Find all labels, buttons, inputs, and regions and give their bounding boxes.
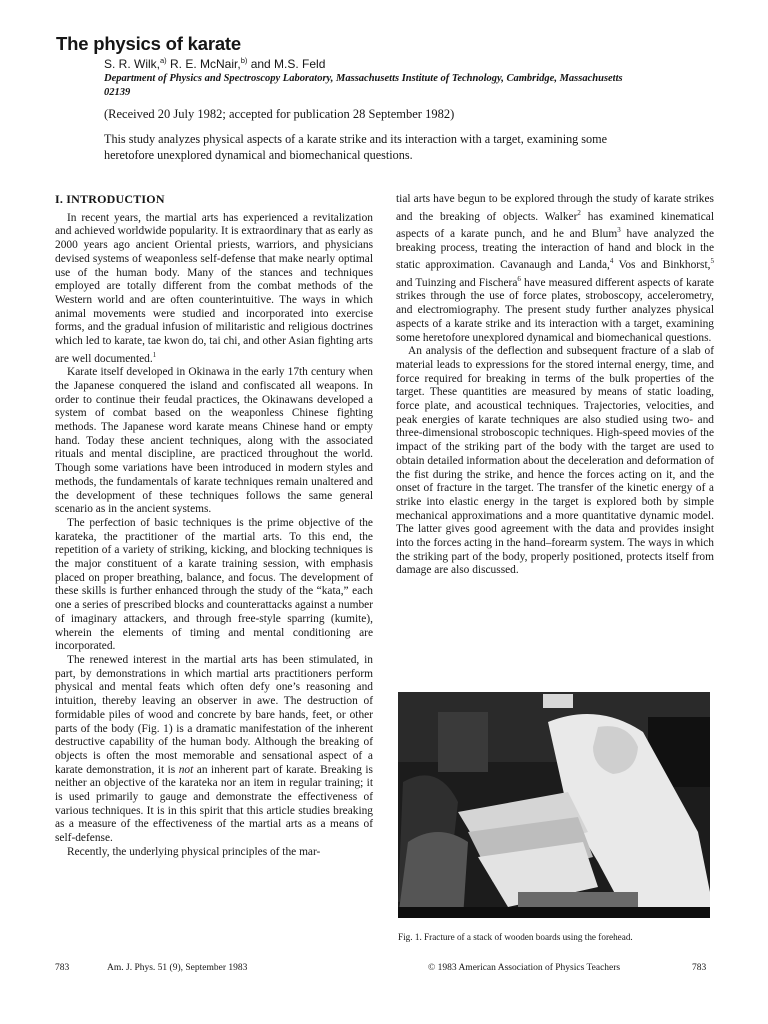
page-number-right: 783 <box>692 963 707 973</box>
intro-paragraph-5-continued: tial arts have begun to be explored through the study of karate strikes and the breaking of objects. Walker$^2$ has examined kinematical aspects of a karate punch, and he and Blum$^3$ have analyzed the breaking process, treating the interaction of hand and block in the static approximation. Cavanaugh and Landa,$^4$ Vos and Binkhorst,$^5$ and Tuinzing and Fischera$^6$ have measured different aspects of karate strikes through the use of force plates, stroboscopy, accelerometry, and electromiography. The present study further analyzes physical aspects of a karate strike and its interaction with a target, examining some heretofore unexplored dynamical and biomechanical questions. <box>396 193 715 344</box>
article-title: The physics of karate <box>56 33 241 54</box>
intro-paragraph-4: The renewed interest in the martial arts has been stimulated, in part, by demonstrations in which martial arts practitioners perform physical and mental feats which often defy one’s reasoning and intuition, thereby leaving an observer in awe. The destruction of formidable piles of wood and concrete by bare hands, feet, or other parts of the body (Fig. 1) is a dramatic manifestation of the inherent destructive capability of the human body. Although the breaking of objects is often the most memorable and sensational aspect of a karate demonstration, it is not an inherent part of karate. Breaking is neither an objective of the karateka nor an item in regular training; it is used primarily to gauge and demonstrate the effectiveness of various techniques. It is in this spirit that this article studies breaking as a measure of the effectiveness of the martial arts as a means of self-defense. <box>55 654 373 845</box>
copyright-notice: © 1983 American Association of Physics Teachers <box>428 963 621 973</box>
photo-illustration <box>398 692 710 918</box>
intro-paragraph-2: Karate itself developed in Okinawa in the early 17th century when the Japanese conquered the island and confiscated all weapons. In order to continue their feudal practices, the Okinawans developed a system of combat based on the weaponless Chinese fighting methods. The Japanese word karate means Chinese hand or empty hand. Today these ancient techniques, along with the associated rituals and mental discipline, are practiced throughout the world. Though some variations have been introduced in modern styles and methods, the fundamentals of karate techniques remain unaltered and the development of these techniques follows the same general scenario as in the ancient systems. <box>55 366 373 516</box>
author-feld: and M.S. Feld <box>247 57 326 71</box>
citation-ref: 4 <box>609 257 614 266</box>
emphasis-not: not <box>178 763 194 776</box>
section-heading: I. INTRODUCTION <box>55 192 165 206</box>
intro-paragraph-5: Recently, the underlying physical principles of the mar- <box>67 845 321 858</box>
affiliation-mark-b: b) <box>240 56 248 65</box>
left-column <box>55 193 373 860</box>
received-dates: (Received 20 July 1982; accepted for publication 28 September 1982) <box>104 107 455 121</box>
abstract: This study analyzes physical aspects of a karate strike and its interaction with a target, examining some heretofore unexplored dynamical and biomechanical questions. <box>104 132 608 162</box>
author-mcnair: R. E. McNair, <box>166 57 241 71</box>
figure-photo-board-breaking <box>398 692 710 918</box>
right-column <box>396 193 714 578</box>
intro-paragraph-1: In recent years, the martial arts has experienced a revitalization and achieved worldwide popularity. It is extraordinary that as early as 2000 years ago ancient Oriental priests, warriors, and physicians devised systems of weaponless self-defense that make nearly optimal use of the human body. Many of the stances and techniques employed are totally different from the combat methods of the Western world and are often counterintuitive. The ways in which animal movements were studied and incorporated into exercise forms, and the gradual infusion of militaristic and religious doctrines which led to karate, tae kwon do, tai chi, and other Asian fighting arts are well documented.$^1$ <box>55 211 373 365</box>
figure-caption: Fig. 1. Fracture of a stack of wooden boards using the forehead. <box>398 932 633 942</box>
citation-ref: 2 <box>577 208 581 217</box>
author-affiliation: Department of Physics and Spectroscopy Laboratory, Massachusetts Institute of Technology, Cambridge, Massachusetts 02139 <box>104 73 623 98</box>
journal-citation: Am. J. Phys. 51 (9), September 1983 <box>107 963 248 973</box>
intro-paragraph-3: The perfection of basic techniques is the prime objective of the karateka, the practitioner of the martial arts. To this end, the repetition of a variety of striking, kicking, and blocking techniques is the major constituent of a karate training session, with emphasis placed on proper breathing, balance, and focus. The development of these skills is further enhanced through the study of the “kata,” each one a series of prescribed blocks and counterattacks against a number of imaginary attackers, and through free-style sparring (kumite), wherein the elements of timing and mental conditioning are incorporated. <box>55 516 373 653</box>
citation-ref: 1 <box>152 350 157 359</box>
page-number-left: 783 <box>55 963 70 973</box>
author-list <box>104 56 325 71</box>
affiliation-mark-a: a) <box>160 56 167 65</box>
intro-paragraph-6: An analysis of the deflection and subsequent fracture of a slab of material leads to expressions for the stored internal energy, time, and force required for breaking in terms of the bulk properties of the target. These quantities are measured by means of static loading, force plate, and acoustical techniques. Trajectories, velocities, and peak energies of karate techniques are also studied using two- and three-dimensional stroboscopic techniques. High-speed movies of the impact of the striking part of the body with the target are used to obtain detailed information about the deceleration and deformation of the fist during the strike, and hence the forces acting on it, and the onset of fracture in the target. The transfer of the kinetic energy of a strike into elastic energy in the target is explored both by simple mechanical approximations and a more quantitative dynamic model. The latter gives good agreement with the data and provides insight into the forces acting in the hand–forearm system. The ways in which the striking part of the body, properly positioned, protects itself from damage are also discussed. <box>396 345 714 577</box>
citation-ref: 3 <box>617 226 621 235</box>
author-wilk: S. R. Wilk, <box>104 57 160 71</box>
citation-ref: 6 <box>517 274 521 283</box>
citation-ref: 5 <box>710 257 715 266</box>
